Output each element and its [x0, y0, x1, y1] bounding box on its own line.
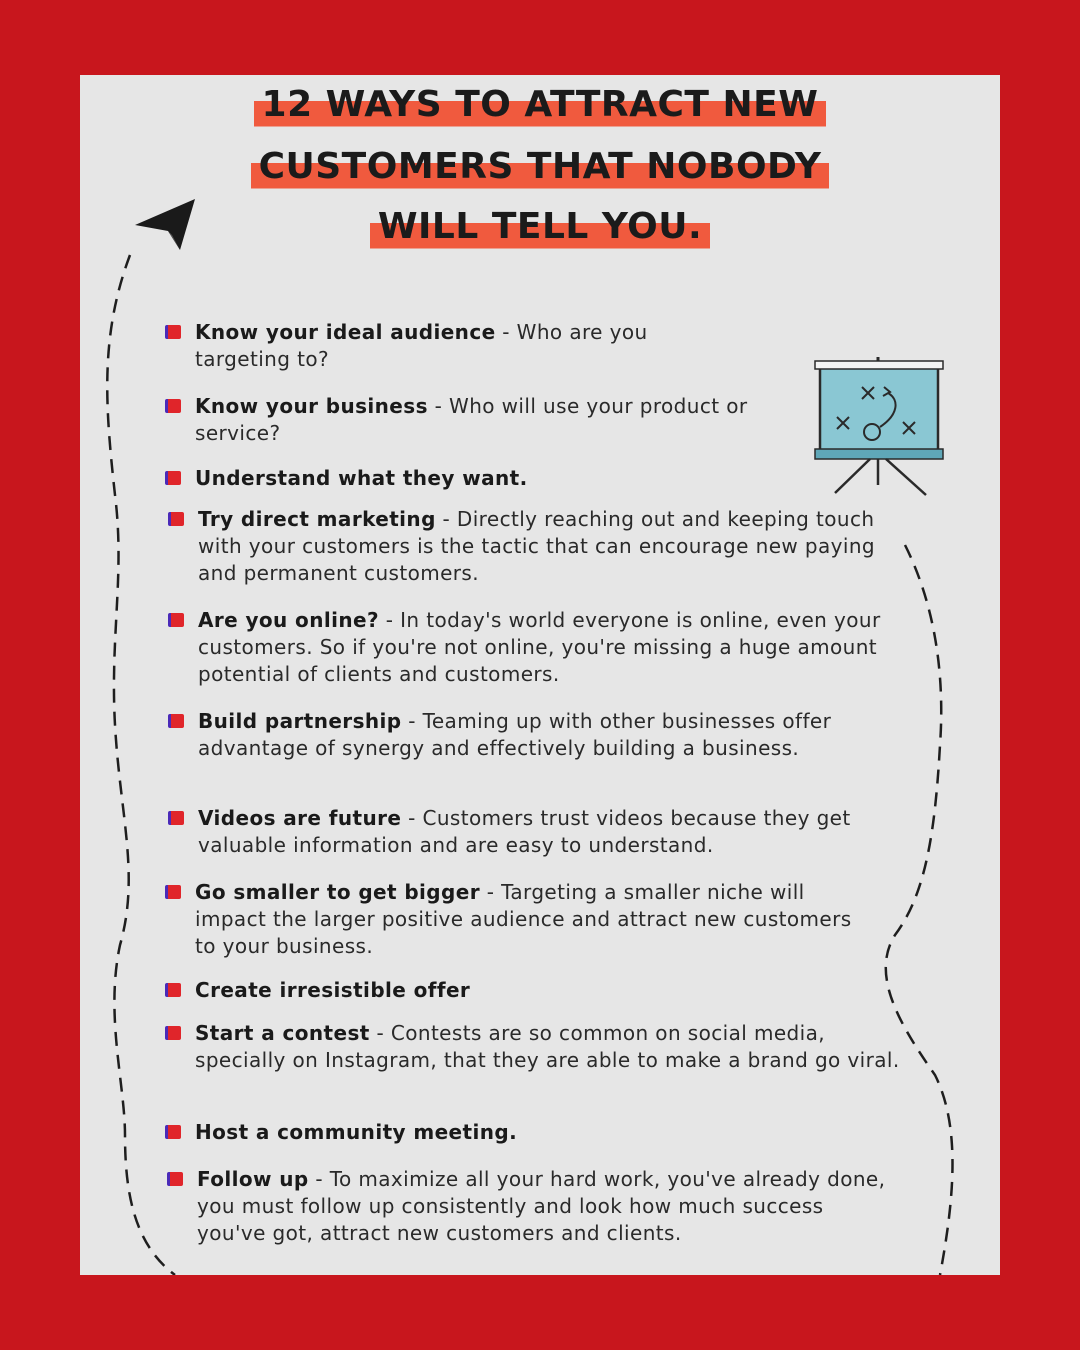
- bullet-icon: [165, 983, 181, 997]
- item-heading: Videos are future: [198, 806, 402, 830]
- bullet-icon: [165, 325, 181, 339]
- item-heading: Host a community meeting.: [195, 1120, 518, 1144]
- infographic-card: [80, 75, 1000, 1275]
- list-item: [198, 607, 898, 688]
- item-text: - Teaming up with other businesses offer advantage of synergy and effectively building a business.: [198, 709, 832, 760]
- bullet-icon: [168, 512, 184, 526]
- title-text-2: CUSTOMERS THAT NOBODY: [251, 143, 830, 191]
- list-item: [197, 1166, 897, 1247]
- bullet-icon: [165, 885, 181, 899]
- bullet-icon: [165, 1026, 181, 1040]
- item-heading: Are you online?: [198, 608, 379, 632]
- bullet-icon: [167, 1172, 183, 1186]
- item-heading: Try direct marketing: [198, 507, 436, 531]
- item-text: - Who will use your product or service?: [195, 394, 748, 445]
- list-item: [195, 465, 895, 492]
- title-text-1: 12 WAYS TO ATTRACT NEW: [254, 81, 827, 129]
- title-line-2: [80, 143, 1000, 191]
- item-heading: Know your business: [195, 394, 428, 418]
- title-text-3: WILL TELL YOU.: [370, 203, 710, 251]
- bullet-icon: [168, 811, 184, 825]
- list-item: [195, 1119, 895, 1146]
- item-heading: Go smaller to get bigger: [195, 880, 480, 904]
- bullet-icon: [165, 1125, 181, 1139]
- bullet-icon: [168, 714, 184, 728]
- item-heading: Build partnership: [198, 709, 402, 733]
- list-item: [195, 977, 895, 1004]
- list-item: [195, 879, 860, 960]
- title-line-3: [80, 203, 1000, 251]
- item-heading: Create irresistible offer: [195, 978, 471, 1002]
- list-item: [198, 708, 858, 762]
- list-item: [198, 506, 903, 587]
- item-text: - Contests are so common on social media, specially on Instagram, that they are able to make a brand go viral.: [195, 1021, 900, 1072]
- item-text: - In today's world everyone is online, even your customers. So if you're not online, you're missing a huge amount potential of clients and customers.: [198, 608, 881, 686]
- title-line-1: [80, 81, 1000, 129]
- item-text: - Customers trust videos because they get valuable information and are easy to understand.: [198, 806, 851, 857]
- item-text: - Who are you targeting to?: [195, 320, 648, 371]
- list-item: [195, 319, 715, 373]
- item-heading: Understand what they want.: [195, 466, 528, 490]
- bullet-icon: [165, 399, 181, 413]
- item-text: - Targeting a smaller niche will impact the larger positive audience and attract new customers to your business.: [195, 880, 852, 958]
- item-text: - To maximize all your hard work, you've already done, you must follow up consistently and look how much success you've got, attract new customers and clients.: [197, 1167, 886, 1245]
- item-heading: Know your ideal audience: [195, 320, 496, 344]
- item-heading: Start a contest: [195, 1021, 370, 1045]
- list-item: [195, 393, 795, 447]
- item-text: - Directly reaching out and keeping touch with your customers is the tactic that can encourage new paying and permanent customers.: [198, 507, 876, 585]
- bullet-icon: [165, 471, 181, 485]
- list-item: [195, 1020, 905, 1074]
- bullet-icon: [168, 613, 184, 627]
- list-item: [198, 805, 878, 859]
- item-heading: Follow up: [197, 1167, 309, 1191]
